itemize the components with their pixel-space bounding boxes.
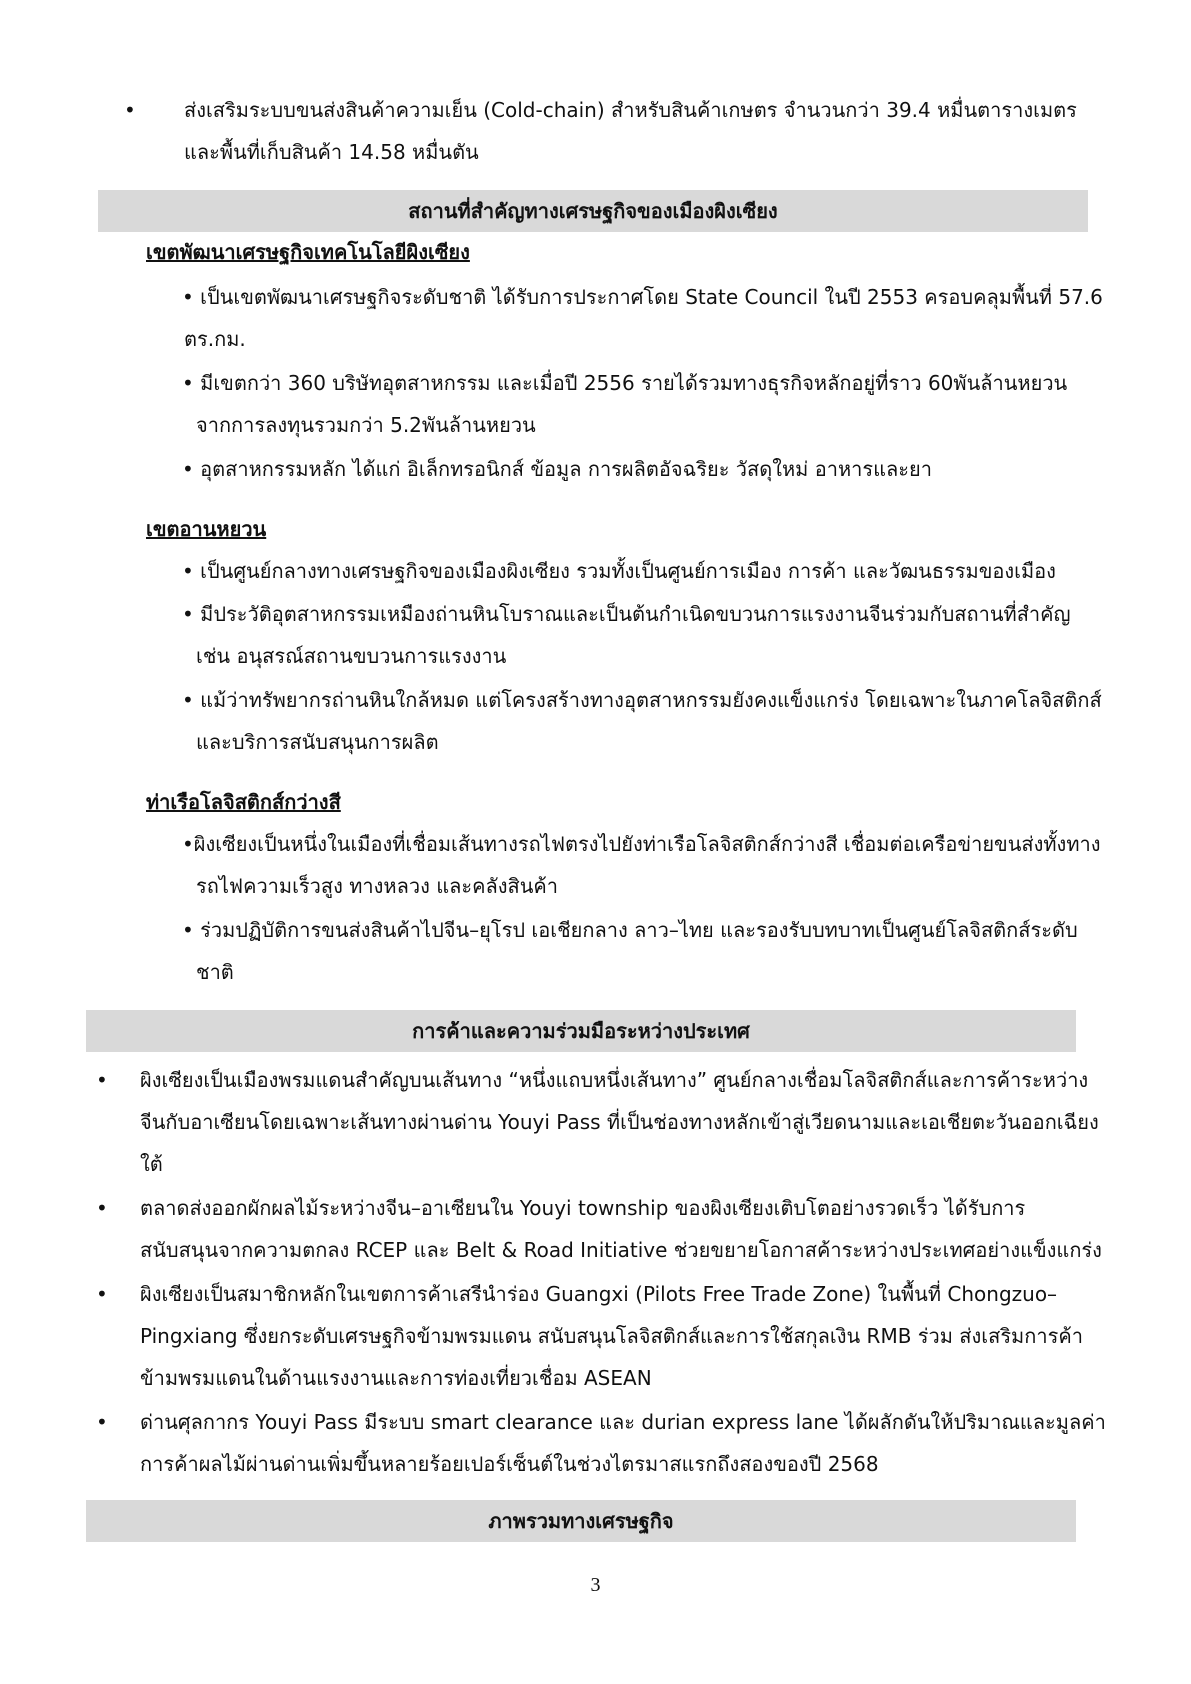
trade-item-1-line-2: จีนกับอาเซียนโดยเฉพาะเส้นทางผ่านด่าน Youyi Pass ที่เป็นช่องทางหลักเข้าสู่เวียดนามและเอเชียตะวันออกเฉียง <box>140 1110 1099 1134</box>
port-bullet-1-line-1: •ผิงเซียงเป็นหนึ่งในเมืองที่เชื่อมเส้นทางรถไฟตรงไปยังท่าเรือโลจิสติกส์กว่างสี เชื่อมต่อเครือข่ายขนส่งทั้งทาง <box>182 832 1101 856</box>
subheading-anyuan-zone: เขตอานหยวน <box>146 517 267 541</box>
section-header-trade <box>86 1010 1076 1052</box>
section-title-trade: การค้าและความร่วมมือระหว่างประเทศ <box>412 1019 750 1043</box>
bullet-marker: • <box>96 1068 108 1092</box>
anyuan-bullet-2-line-2: เช่น อนุสรณ์สถานขบวนการแรงงาน <box>196 644 507 668</box>
tech-zone-bullet-2-line-2: จากการลงทุนรวมกว่า 5.2พันล้านหยวน <box>196 413 536 437</box>
tech-zone-bullet-1-line-1: • เป็นเขตพัฒนาเศรษฐกิจระดับชาติ ได้รับการประกาศโดย State Council ในปี 2553 ครอบคลุมพื้นที่ 57.6 <box>182 285 1103 309</box>
bullet-marker: • <box>96 1282 108 1306</box>
anyuan-bullet-1-line-1: • เป็นศูนย์กลางทางเศรษฐกิจของเมืองผิงเซียง รวมทั้งเป็นศูนย์การเมือง การค้า และวัฒนธรรมของเมือง <box>182 559 1056 583</box>
trade-item-3-line-1: ผิงเซียงเป็นสมาชิกหลักในเขตการค้าเสรีนำร่อง Guangxi (Pilots Free Trade Zone) ในพื้นที่ Chongzuo– <box>140 1282 1058 1306</box>
trade-item-1-line-1: ผิงเซียงเป็นเมืองพรมแดนสำคัญบนเส้นทาง “หนึ่งแถบหนึ่งเส้นทาง” ศูนย์กลางเชื่อมโลจิสติกส์และการค้าระหว่าง <box>140 1068 1089 1092</box>
section-title-places: สถานที่สำคัญทางเศรษฐกิจของเมืองผิงเซียง <box>408 199 778 223</box>
anyuan-bullet-3-line-2: และบริการสนับสนุนการผลิต <box>196 730 439 754</box>
trade-item-2-line-2: สนับสนุนจากความตกลง RCEP และ Belt & Road Initiative ช่วยขยายโอกาสค้าระหว่างประเทศอย่างแข็งแกร่ง <box>140 1238 1102 1262</box>
port-bullet-2-line-1: • ร่วมปฏิบัติการขนส่งสินค้าไปจีน–ยุโรป เอเชียกลาง ลาว–ไทย และรองรับบทบาทเป็นศูนย์โลจิสติกส์ระดับ <box>182 918 1078 942</box>
anyuan-bullet-3-line-1: • แม้ว่าทรัพยากรถ่านหินใกล้หมด แต่โครงสร้างทางอุตสาหกรรมยังคงแข็งแกร่ง โดยเฉพาะในภาคโลจิสติกส์ <box>182 688 1102 712</box>
bullet-marker: • <box>96 1410 108 1434</box>
trade-item-3-line-3: ข้ามพรมแดนในด้านแรงงานและการท่องเที่ยวเชื่อม ASEAN <box>140 1366 652 1390</box>
section-header-overview <box>86 1500 1076 1542</box>
trade-item-1-line-3: ใต้ <box>140 1152 163 1176</box>
page-number: 3 <box>590 1574 601 1596</box>
section-header-places <box>98 190 1088 232</box>
port-bullet-2-line-2: ชาติ <box>196 960 234 984</box>
subheading-port: ท่าเรือโลจิสติกส์กว่างสี <box>146 790 341 814</box>
cold-chain-line-2: และพื้นที่เก็บสินค้า 14.58 หมื่นตัน <box>184 140 479 164</box>
port-bullet-1-line-2: รถไฟความเร็วสูง ทางหลวง และคลังสินค้า <box>196 874 558 898</box>
bullet-marker: • <box>124 98 136 122</box>
tech-zone-bullet-1-line-2: ตร.กม. <box>184 327 246 351</box>
trade-item-3-line-2: Pingxiang ซึ่งยกระดับเศรษฐกิจข้ามพรมแดน สนับสนุนโลจิสติกส์และการใช้สกุลเงิน RMB ร่วม ส่งเสริมการค้า <box>140 1324 1083 1348</box>
trade-item-4-line-1: ด่านศุลกากร Youyi Pass มีระบบ smart clearance และ durian express lane ได้ผลักดันให้ปริมาณและมูลค่า <box>140 1410 1106 1434</box>
section-title-overview: ภาพรวมทางเศรษฐกิจ <box>488 1509 674 1533</box>
trade-item-2-line-1: ตลาดส่งออกผักผลไม้ระหว่างจีน–อาเซียนใน Youyi township ของผิงเซียงเติบโตอย่างรวดเร็ว ได้รับการ <box>140 1196 1026 1220</box>
bullet-marker: • <box>96 1196 108 1220</box>
tech-zone-bullet-3-line-1: • อุตสาหกรรมหลัก ได้แก่ อิเล็กทรอนิกส์ ข้อมูล การผลิตอัจฉริยะ วัสดุใหม่ อาหารและยา <box>182 457 932 481</box>
tech-zone-bullet-2-line-1: • มีเขตกว่า 360 บริษัทอุตสาหกรรม และเมื่อปี 2556 รายได้รวมทางธุรกิจหลักอยู่ที่ราว 60พันล้านหยวน <box>182 371 1068 395</box>
trade-item-4-line-2: การค้าผลไม้ผ่านด่านเพิ่มขึ้นหลายร้อยเปอร์เซ็นต์ในช่วงไตรมาสแรกถึงสองของปี 2568 <box>140 1452 879 1476</box>
anyuan-bullet-2-line-1: • มีประวัติอุตสาหกรรมเหมืองถ่านหินโบราณและเป็นต้นกำเนิดขบวนการแรงงานจีนร่วมกับสถานที่สำคัญ <box>182 602 1071 626</box>
cold-chain-line-1: ส่งเสริมระบบขนส่งสินค้าความเย็น (Cold-chain) สำหรับสินค้าเกษตร จำนวนกว่า 39.4 หมื่นตารางเมตร <box>184 98 1077 122</box>
subheading-tech-zone: เขตพัฒนาเศรษฐกิจเทคโนโลยีผิงเซียง <box>146 240 470 264</box>
